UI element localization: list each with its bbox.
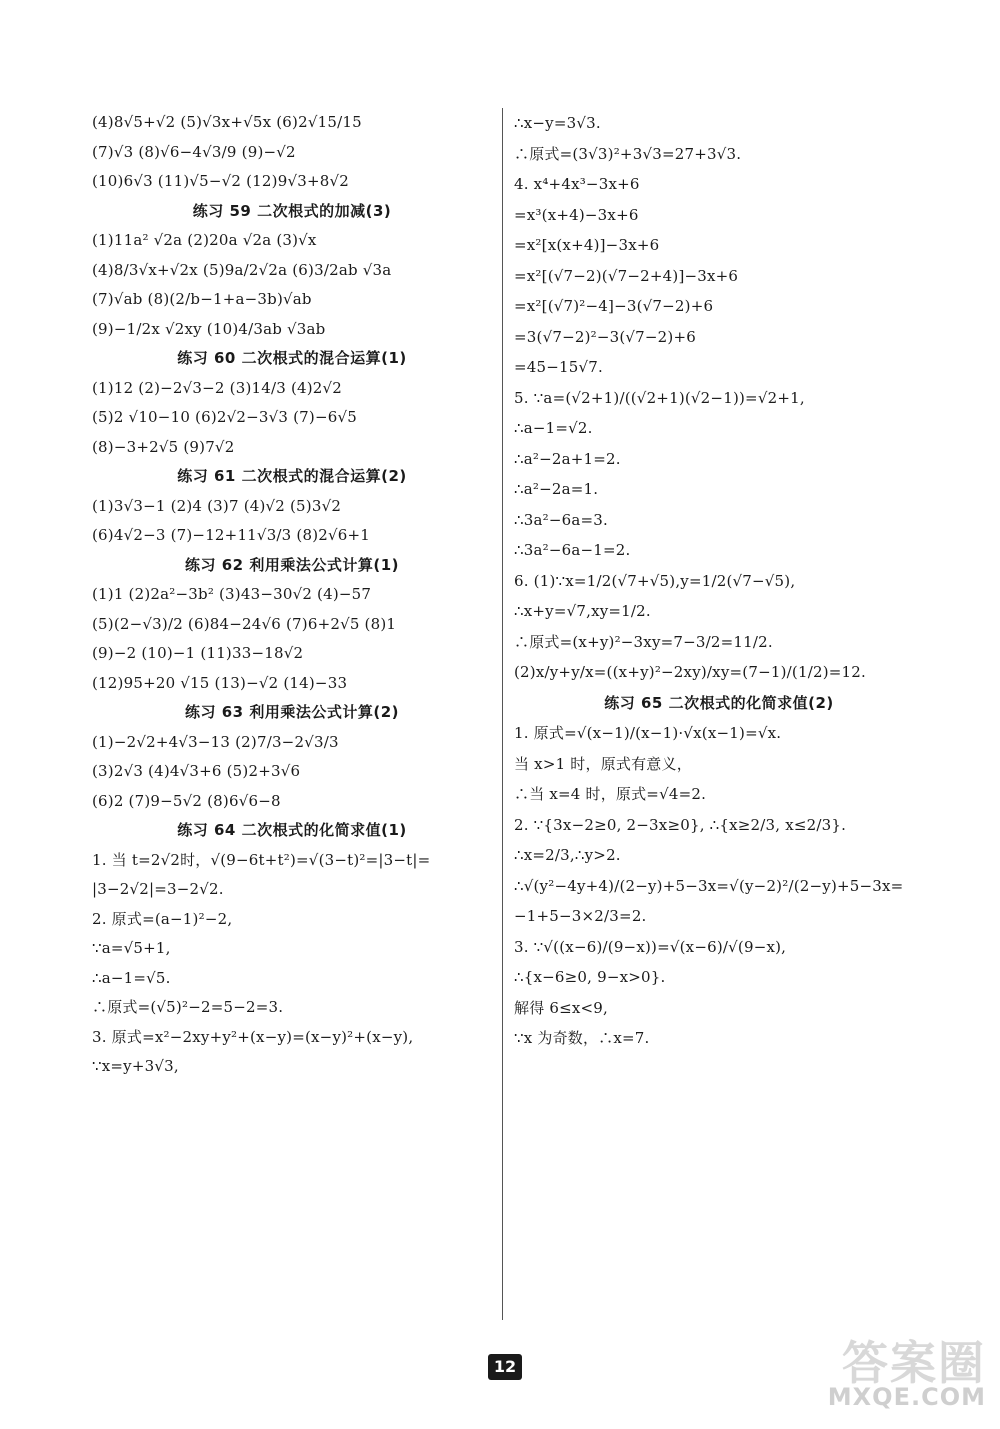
answer-line: (6)2 (7)9−5√2 (8)6√6−8 — [92, 791, 281, 810]
answer-line: (1)1 (2)2a²−3b² (3)43−30√2 (4)−57 — [92, 585, 372, 603]
answer-line: (3)2√3 (4)4√3+6 (5)2+3√6 — [92, 762, 301, 780]
answer-line: (1)12 (2)−2√3−2 (3)14/3 (4)2√2 — [92, 378, 343, 397]
answer-line: 2. 原式=(a−1)²−2, — [92, 909, 233, 928]
answer-line: ∴原式=(x+y)²−3xy=7−3/2=11/2. — [514, 632, 773, 651]
answer-line: ∴x−y=3√3. — [514, 114, 601, 132]
answer-line: |3−2√2|=3−2√2. — [92, 880, 224, 898]
answer-line: 2. ∵{3x−2≥0, 2−3x≥0}, ∴{x≥2/3, x≤2/3}. — [514, 815, 847, 834]
answer-line: 5. ∵a=(√2+1)/((√2+1)(√2−1))=√2+1, — [514, 388, 805, 407]
answer-line: (8)−3+2√5 (9)7√2 — [92, 437, 235, 456]
answer-line: ∴a−1=√2. — [514, 419, 593, 437]
answer-line: (5)(2−√3)/2 (6)84−24√6 (7)6+2√5 (8)1 — [92, 614, 397, 633]
answer-line: (4)8/3√x+√2x (5)9a/2√2a (6)3/2ab √3a — [92, 260, 392, 279]
watermark-logo — [796, 1327, 986, 1417]
answer-line: ∴3a²−6a=3. — [514, 510, 608, 529]
watermark-top-text: 答案圈 — [842, 1336, 986, 1390]
answer-line: 当 x>1 时，原式有意义， — [514, 754, 692, 773]
answer-line: ∴原式=(3√3)²+3√3=27+3√3. — [514, 144, 742, 163]
answer-line: (1)11a² √2a (2)20a √2a (3)√x — [92, 231, 317, 249]
answer-line: 3. 原式=x²−2xy+y²+(x−y)=(x−y)²+(x−y), — [92, 1027, 414, 1046]
section-heading: 练习 65 二次根式的化简求值(2) — [604, 693, 834, 712]
answer-line: =3(√7−2)²−3(√7−2)+6 — [514, 327, 696, 346]
answer-line: (4)8√5+√2 (5)√3x+√5x (6)2√15/15 — [92, 113, 362, 131]
answer-line: (10)6√3 (11)√5−√2 (12)9√3+8√2 — [92, 172, 349, 190]
answer-line: 解得 6≤x<9, — [514, 998, 609, 1017]
answer-line: −1+5−3×2/3=2. — [514, 907, 647, 925]
answer-line: ∴3a²−6a−1=2. — [514, 541, 631, 559]
section-heading: 练习 60 二次根式的混合运算(1) — [177, 349, 407, 367]
answer-line: =x³(x+4)−3x+6 — [514, 205, 639, 224]
answer-line: ∴√(y²−4y+4)/(2−y)+5−3x=√(y−2)²/(2−y)+5−3x= — [514, 876, 904, 895]
answer-line: ∴a²−2a+1=2. — [514, 449, 621, 468]
answer-line: ∴原式=(√5)²−2=5−2=3. — [92, 998, 284, 1016]
answer-line: 4. x⁴+4x³−3x+6 — [514, 175, 640, 193]
section-heading: 练习 64 二次根式的化简求值(1) — [177, 821, 407, 839]
answer-line: ∴a²−2a=1. — [514, 480, 599, 498]
answer-line: =x²[(√7−2)(√7−2+4)]−3x+6 — [514, 266, 739, 285]
section-heading: 练习 63 利用乘法公式计算(2) — [185, 703, 399, 721]
answer-line: ∵a=√5+1, — [92, 939, 171, 957]
page-number: 12 — [488, 1354, 522, 1380]
answer-line: (2)x/y+y/x=((x+y)²−2xy)/xy=(7−1)/(1/2)=12. — [514, 663, 866, 681]
watermark-bottom-text: MXQE.COM — [827, 1383, 986, 1411]
answer-line: =45−15√7. — [514, 358, 603, 376]
answer-line: ∴a−1=√5. — [92, 968, 171, 987]
answer-line: 1. 当 t=2√2时，√(9−6t+t²)=√(3−t)²=|3−t|= — [92, 850, 431, 869]
column-divider — [502, 108, 503, 1320]
answer-line: (5)2 √10−10 (6)2√2−3√3 (7)−6√5 — [92, 408, 357, 426]
answer-line: 6. (1)∵x=1/2(√7+√5),y=1/2(√7−√5), — [514, 571, 796, 590]
answer-line: ∵x 为奇数，∴x=7. — [514, 1029, 650, 1047]
answer-line: (9)−1/2x √2xy (10)4/3ab √3ab — [92, 319, 326, 338]
answer-line: 3. ∵√((x−6)/(9−x))=√(x−6)/√(9−x), — [514, 937, 787, 956]
answer-line: (7)√3 (8)√6−4√3/9 (9)−√2 — [92, 142, 296, 161]
answer-line: (9)−2 (10)−1 (11)33−18√2 — [92, 644, 304, 662]
answer-line: (1)−2√2+4√3−13 (2)7/3−2√3/3 — [92, 732, 339, 751]
right-column — [514, 108, 924, 1054]
section-heading: 练习 62 利用乘法公式计算(1) — [185, 555, 399, 574]
answer-line: =x²[(√7)²−4]−3(√7−2)+6 — [514, 297, 714, 315]
answer-line: (1)3√3−1 (2)4 (3)7 (4)√2 (5)3√2 — [92, 496, 342, 515]
answer-line: (6)4√2−3 (7)−12+11√3/3 (8)2√6+1 — [92, 526, 371, 544]
answer-line: ∵x=y+3√3, — [92, 1057, 179, 1075]
answer-line: (7)√ab (8)(2/b−1+a−3b)√ab — [92, 290, 312, 308]
left-column — [92, 108, 492, 1082]
answer-line: 1. 原式=√(x−1)/(x−1)·√x(x−1)=√x. — [514, 724, 782, 742]
answer-line: ∴当 x=4 时，原式=√4=2. — [514, 785, 707, 803]
answer-line: (12)95+20 √15 (13)−√2 (14)−33 — [92, 673, 348, 692]
answer-line: =x²[x(x+4)]−3x+6 — [514, 236, 660, 254]
section-heading: 练习 61 二次根式的混合运算(2) — [177, 467, 407, 485]
answer-line: ∴{x−6≥0, 9−x>0}. — [514, 968, 666, 986]
section-heading: 练习 59 二次根式的加减(3) — [192, 201, 392, 220]
answer-line: ∴x=2/3,∴y>2. — [514, 846, 621, 864]
answer-line: ∴x+y=√7,xy=1/2. — [514, 602, 651, 620]
